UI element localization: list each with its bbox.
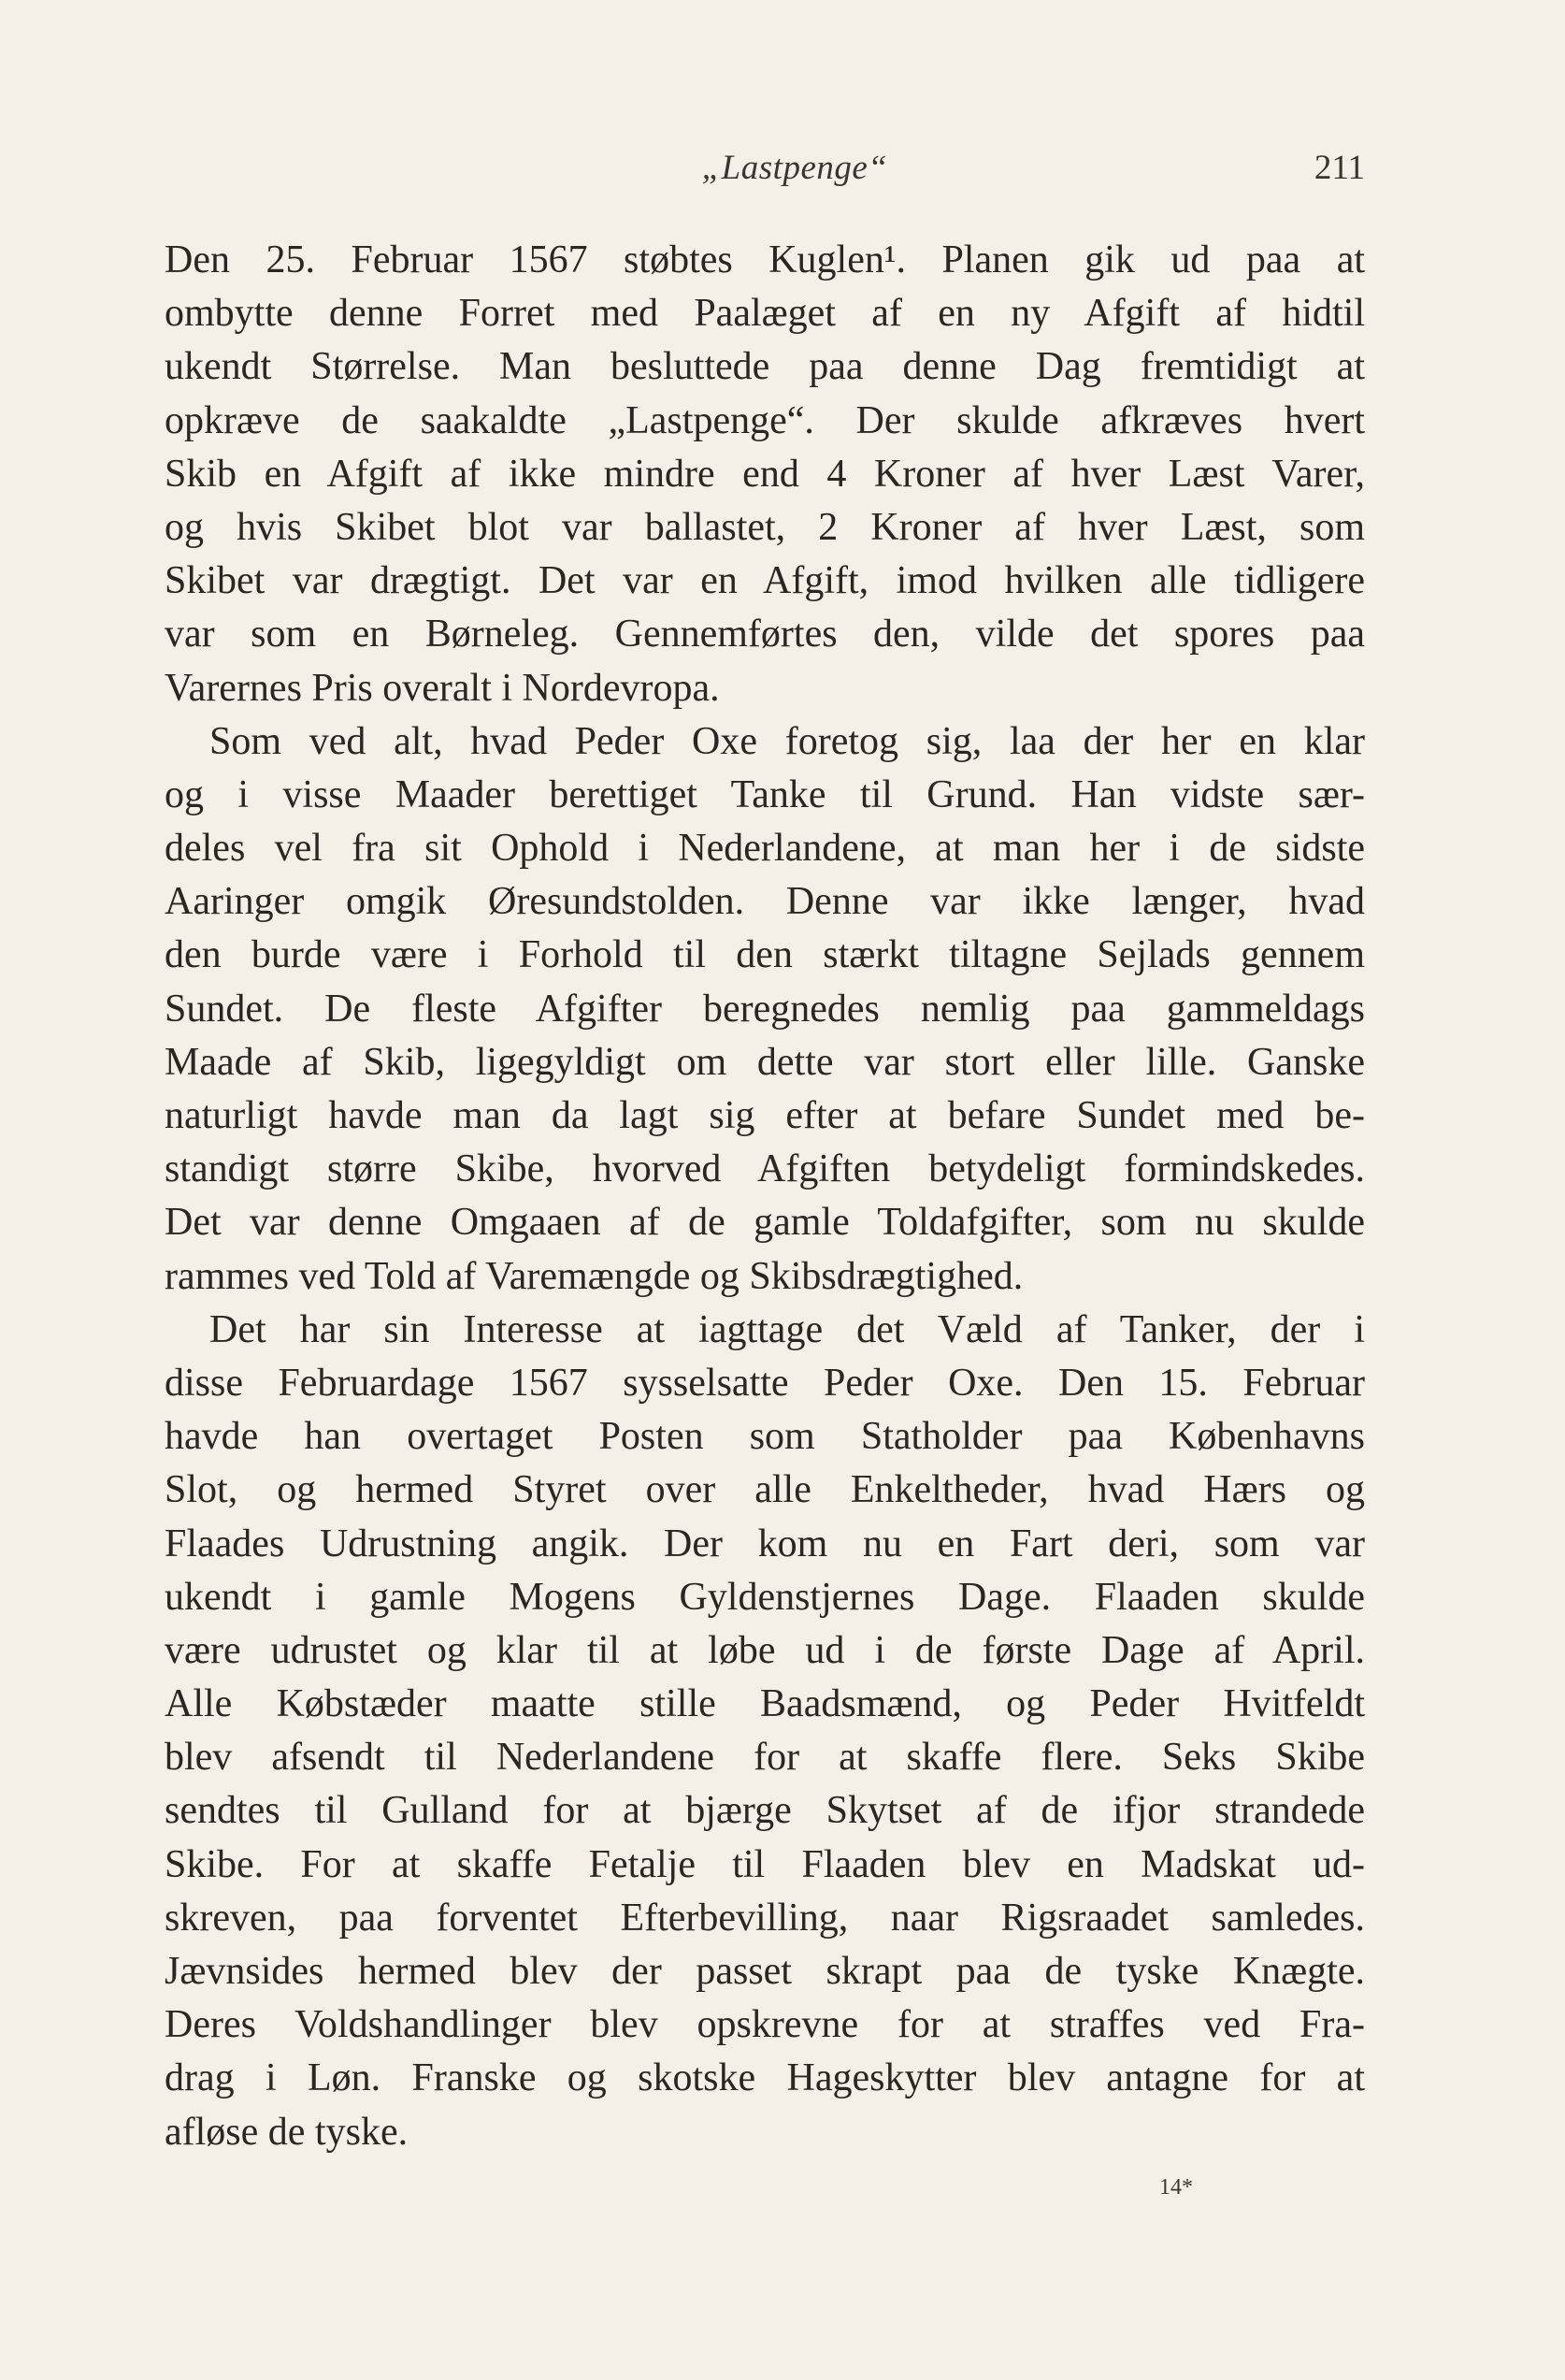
signature-mark: 14* <box>1159 2175 1193 2200</box>
body-text <box>165 234 1365 2159</box>
running-title: „Lastpenge“ <box>701 149 888 187</box>
text-line: ukendt Størrelse. Man besluttede paa denne Dag fremtidigt at <box>165 345 1365 389</box>
text-line: blev afsendt til Nederlandene for at skaffe flere. Seks Skibe <box>165 1736 1365 1780</box>
text-line: Maade af Skib, ligegyldigt om dette var stort eller lille. Ganske <box>165 1040 1365 1084</box>
text-line: rammes ved Told af Varemængde og Skibsdrægtighed. <box>165 1254 1024 1298</box>
running-head <box>0 148 1565 195</box>
paragraph-3 <box>165 1304 1365 2159</box>
text-line: Som ved alt, hvad Peder Oxe foretog sig, laa der her en klar <box>209 719 1365 763</box>
text-line: Aaringer omgik Øresundstolden. Denne var ikke længer, hvad <box>165 880 1365 924</box>
text-line: Det har sin Interesse at iagttage det Væld af Tanker, der i <box>209 1307 1365 1351</box>
text-line: afløse de tyske. <box>165 2110 409 2154</box>
text-line: og i visse Maader berettiget Tanke til Grund. Han vidste sær- <box>165 772 1365 816</box>
text-line: være udrustet og klar til at løbe ud i de første Dage af April. <box>165 1628 1365 1672</box>
text-line: ombytte denne Forret med Paalæget af en ny Afgift af hidtil <box>165 292 1365 336</box>
text-line: Skib en Afgift af ikke mindre end 4 Kroner af hver Læst Varer, <box>165 452 1365 496</box>
paragraph-2 <box>165 715 1365 1304</box>
text-line: Skibe. For at skaffe Fetalje til Flaaden blev en Madskat ud- <box>165 1842 1365 1886</box>
text-line: deles vel fra sit Ophold i Nederlandene, at man her i de sidste <box>165 827 1365 871</box>
text-line: skreven, paa forventet Efterbevilling, naar Rigsraadet samledes. <box>165 1896 1365 1940</box>
text-line: Alle Købstæder maatte stille Baadsmænd, og Peder Hvitfeldt <box>165 1682 1365 1726</box>
text-line: naturligt havde man da lagt sig efter at befare Sundet med be- <box>165 1094 1365 1137</box>
text-line: var som en Børneleg. Gennemførtes den, vilde det spores paa <box>165 613 1365 656</box>
text-line: den burde være i Forhold til den stærkt tiltagne Sejlads gennem <box>165 933 1365 977</box>
text-line: ukendt i gamle Mogens Gyldenstjernes Dage. Flaaden skulde <box>165 1575 1365 1619</box>
text-line: Varernes Pris overalt i Nordevropa. <box>165 666 720 710</box>
text-line: Deres Voldshandlinger blev opskrevne for at straffes ved Fra- <box>165 2003 1365 2047</box>
text-line: Det var denne Omgaaen af de gamle Toldafgifter, som nu skulde <box>165 1201 1365 1245</box>
text-line: drag i Løn. Franske og skotske Hageskytter blev antagne for at <box>165 2056 1365 2100</box>
text-line: standigt større Skibe, hvorved Afgiften betydeligt formindskedes. <box>165 1147 1365 1191</box>
text-line: Den 25. Februar 1567 støbtes Kuglen¹. Planen gik ud paa at <box>165 238 1365 281</box>
text-line: Sundet. De fleste Afgifter beregnedes nemlig paa gammeldags <box>165 987 1365 1031</box>
page-number: 211 <box>1314 149 1365 187</box>
text-line: Flaades Udrustning angik. Der kom nu en Fart deri, som var <box>165 1522 1365 1565</box>
text-line: opkræve de saakaldte „Lastpenge“. Der skulde afkræves hvert <box>165 398 1365 442</box>
text-line: Slot, og hermed Styret over alle Enkeltheder, hvad Hærs og <box>165 1468 1365 1512</box>
text-line: disse Februardage 1567 sysselsatte Peder Oxe. Den 15. Februar <box>165 1361 1365 1405</box>
text-line: sendtes til Gulland for at bjærge Skytset af de ifjor strandede <box>165 1789 1365 1833</box>
text-line: Jævnsides hermed blev der passet skrapt paa de tyske Knægte. <box>165 1950 1365 1993</box>
text-line: og hvis Skibet blot var ballastet, 2 Kroner af hver Læst, som <box>165 505 1365 549</box>
paragraph-1 <box>165 234 1365 715</box>
text-line: havde han overtaget Posten som Statholder paa Københavns <box>165 1415 1365 1459</box>
text-line: Skibet var drægtigt. Det var en Afgift, imod hvilken alle tidligere <box>165 559 1365 603</box>
